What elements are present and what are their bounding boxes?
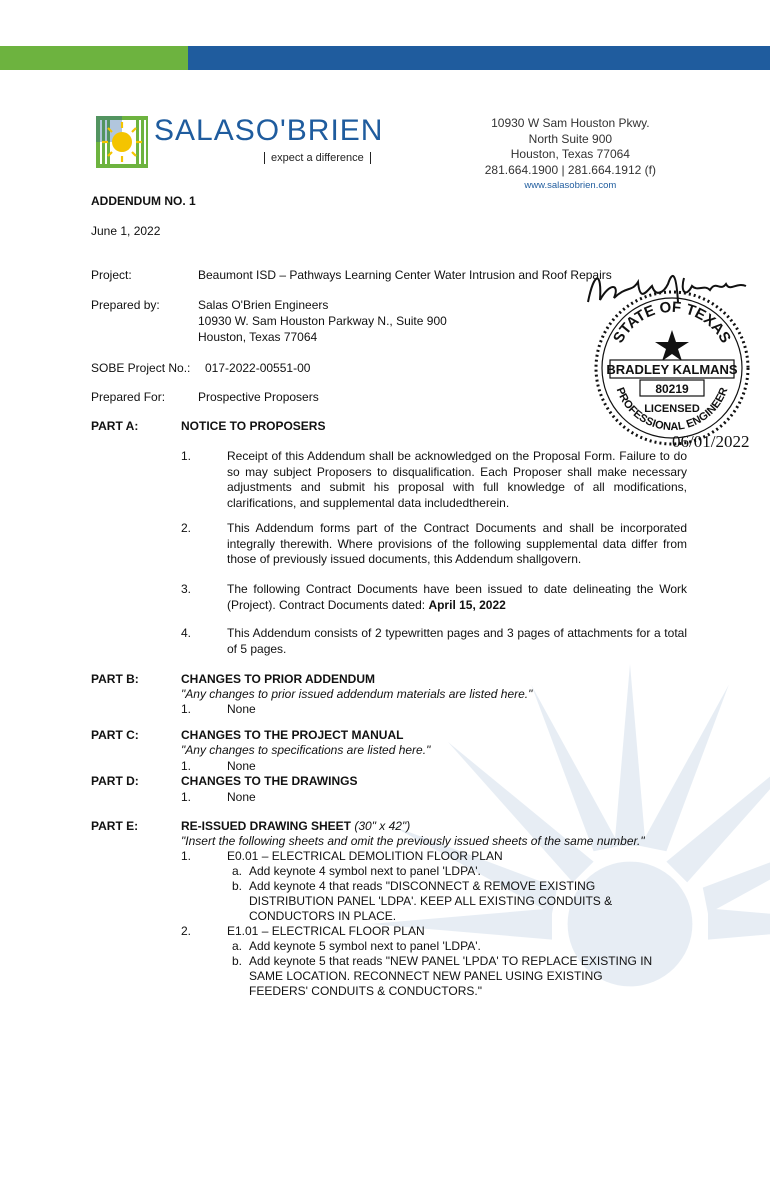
sub-line: Add keynote 5 symbol next to panel 'LDPA'.: [249, 939, 481, 953]
contract-date: April 15, 2022: [428, 597, 506, 612]
sub-line: Add keynote 5 that reads "NEW PANEL 'LPDA' TO REPLACE EXISTING IN: [249, 954, 653, 968]
item-number: 1.: [181, 790, 192, 804]
engineer-signature: [580, 262, 750, 314]
seal-date: 06/01/2022: [672, 432, 750, 451]
prepared-for-label: Prepared For:: [91, 390, 166, 404]
seal-number: 80219: [655, 382, 689, 396]
sobe-label: SOBE Project No.:: [91, 361, 191, 375]
prepared-by-line: Salas O'Brien Engineers: [198, 298, 329, 312]
document-title: ADDENDUM NO. 1: [91, 194, 196, 208]
sub-line: DISTRIBUTION PANEL 'LDPA'. KEEP ALL EXISTING CONDUITS &: [249, 894, 613, 908]
brand-tagline: expect a difference: [264, 152, 371, 164]
item-number: 1.: [181, 849, 192, 863]
item-number: 2.: [181, 521, 192, 535]
project-label: Project:: [91, 268, 132, 282]
item-number: 4.: [181, 626, 192, 640]
sheet-title: E1.01 – ELECTRICAL FLOOR PLAN: [227, 924, 425, 938]
part-d-label: PART D:: [91, 774, 139, 788]
part-b-item: None: [227, 702, 256, 716]
sobe-value: 017-2022-00551-00: [205, 361, 311, 375]
part-c-item: None: [227, 759, 256, 773]
sun-watermark-icon: [370, 664, 770, 1184]
sub-line: FEEDERS' CONDUITS & CONDUCTORS.": [249, 984, 483, 998]
part-e-note: "Insert the following sheets and omit the previously issued sheets of the same number.": [181, 834, 645, 848]
seal-profession: PROFESSIONAL ENGINEER: [613, 385, 731, 434]
address-line: 10930 W Sam Houston Pkwy.: [491, 116, 650, 130]
project-value: Beaumont ISD – Pathways Learning Center Water Intrusion and Roof Repairs: [198, 268, 612, 282]
document-date: June 1, 2022: [91, 224, 161, 238]
item-number: 3.: [181, 582, 192, 596]
sub-letter: a.: [232, 939, 243, 953]
sub-line: Add keynote 4 that reads "DISCONNECT & REMOVE EXISTING: [249, 879, 596, 893]
sub-line: CONDUCTORS IN PLACE.: [249, 909, 397, 923]
phone-line: 281.664.1900 | 281.664.1912 (f): [484, 162, 656, 177]
prepared-by-line: 10930 W. Sam Houston Parkway N., Suite 900: [198, 314, 447, 328]
part-c-note: "Any changes to specifications are listed here.": [181, 743, 431, 757]
prepared-by-line: Houston, Texas 77064: [198, 330, 318, 344]
prepared-by-label: Prepared by:: [91, 298, 160, 312]
company-logo-icon: [96, 116, 148, 168]
part-a-item: [227, 582, 687, 613]
sub-line: SAME LOCATION. RECONNECT NEW PANEL USING EXISTING: [249, 969, 603, 983]
sheet-title: E0.01 – ELECTRICAL DEMOLITION FLOOR PLAN: [227, 849, 503, 863]
part-b-label: PART B:: [91, 672, 139, 686]
part-a-label: PART A:: [91, 419, 139, 433]
part-e-heading-row: [181, 819, 410, 835]
seal-licensed: LICENSED: [644, 403, 700, 415]
seal-state: STATE OF TEXAS: [609, 298, 735, 346]
sub-line: Add keynote 4 symbol next to panel 'LDPA'.: [249, 864, 481, 878]
website-link[interactable]: www.salasobrien.com: [524, 180, 617, 191]
part-c-label: PART C:: [91, 728, 139, 742]
part-b-note: "Any changes to prior issued addendum materials are listed here.": [181, 687, 533, 701]
part-b-heading: CHANGES TO PRIOR ADDENDUM: [181, 672, 376, 686]
part-a-item: This Addendum forms part of the Contract Documents and shall be incorporated integrally therewith. Where provisions of the following supplemental data differ from those of previously issued documents, this Addendum shallgovern.: [227, 521, 687, 566]
sub-letter: b.: [232, 954, 243, 968]
part-c-heading: CHANGES TO THE PROJECT MANUAL: [181, 728, 404, 742]
part-e-heading: RE-ISSUED DRAWING SHEET: [181, 819, 352, 833]
part-d-heading: CHANGES TO THE DRAWINGS: [181, 774, 358, 788]
item-number: 1.: [181, 449, 192, 463]
sub-letter: b.: [232, 879, 243, 893]
address-line: North Suite 900: [528, 131, 613, 146]
part-e-sheet-size: (30" x 42"): [354, 819, 411, 833]
top-color-bar: [0, 46, 770, 70]
item-text: The following Contract Documents have been issued to date delineating the Work (Project). Contract Documents dated:: [227, 582, 687, 612]
star-icon: [655, 330, 689, 361]
item-number: 1.: [181, 702, 192, 716]
seal-name: BRADLEY KALMANS: [606, 362, 738, 377]
prepared-for-value: Prospective Proposers: [198, 390, 319, 404]
item-number: 2.: [181, 924, 192, 938]
item-number: 1.: [181, 759, 192, 773]
brand-name: SALASO'BRIEN: [154, 114, 384, 147]
part-a-item: This Addendum consists of 2 typewritten pages and 3 pages of attachments for a total of 5 pages.: [227, 626, 687, 656]
part-e-label: PART E:: [91, 819, 139, 833]
part-d-item: None: [227, 790, 256, 804]
address-line: Houston, Texas 77064: [510, 147, 630, 161]
part-a-heading: NOTICE TO PROPOSERS: [181, 419, 326, 433]
company-address: [485, 116, 656, 194]
part-a-item: Receipt of this Addendum shall be acknowledged on the Proposal Form. Failure to do so may subject Proposers to disqualification. Each Proposer shall make necessary adjustments and submit his proposal with full knowledge of all modifications, clarifications, and supplemental data includedtherein.: [227, 449, 687, 510]
sub-letter: a.: [232, 864, 243, 878]
